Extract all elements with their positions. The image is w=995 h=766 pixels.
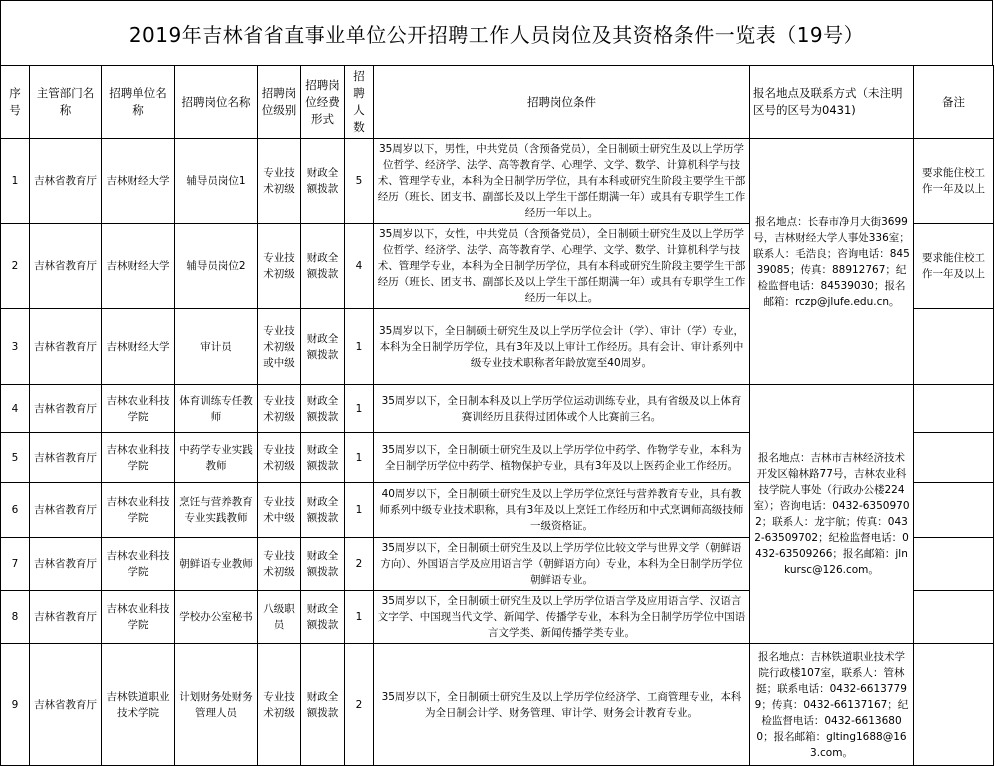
cell-count: 1 [345,309,374,385]
cell-dept: 吉林省教育厅 [30,385,102,433]
cell-cond: 35周岁以下，全日制硕士研究生及以上学历学位经济学、工商管理专业，本科为全日制会计学、财务管理、审计学、财务会计教育专业。 [374,644,750,766]
header-contact: 报名地点及联系方式（未注明区号的区号为0431) [750,66,914,139]
cell-unit: 吉林财经大学 [102,224,175,309]
header-count: 招聘人数 [345,66,374,139]
contact-nongke: 报名地点：吉林市吉林经济技术开发区翰林路77号，吉林农业科技学院人事处（行政办公楼224室）；咨询电话：0432-63509702；联系人：龙宇航；传真：0432-63509702；纪检监督电话：0432-63509266；报名邮箱：jlnkursc@126.com。 [750,385,914,644]
cell-fund: 财政全额拨款 [301,224,345,309]
cell-count: 1 [345,591,374,644]
cell-remark [914,309,994,385]
header-cond: 招聘岗位条件 [374,66,750,139]
cell-fund: 财政全额拨款 [301,483,345,538]
cell-cond: 35周岁以下，全日制硕士研究生及以上学历学位中药学、作物学专业，本科为全日制学历学位中药学、植物保护专业，具有3年及以上医药企业工作经历。 [374,433,750,483]
table-row [1,644,994,766]
cell-remark [914,591,994,644]
recruitment-table [0,65,994,766]
cell-post: 学校办公室秘书 [175,591,258,644]
cell-no: 7 [1,538,30,591]
cell-unit: 吉林农业科技学院 [102,538,175,591]
cell-level: 专业技术初级 [258,644,301,766]
cell-dept: 吉林省教育厅 [30,433,102,483]
cell-dept: 吉林省教育厅 [30,224,102,309]
cell-cond: 40周岁以下，全日制硕士研究生及以上学历学位烹饪与营养教育专业，具有教师系列中级专业技术职称，具有3年及以上烹饪工作经历和中式烹调师高级技师一级资格证。 [374,483,750,538]
cell-post: 烹饪与营养教育专业实践教师 [175,483,258,538]
cell-dept: 吉林省教育厅 [30,483,102,538]
cell-remark [914,483,994,538]
cell-level: 专业技术初级 [258,385,301,433]
cell-no: 5 [1,433,30,483]
cell-unit: 吉林财经大学 [102,309,175,385]
cell-count: 1 [345,483,374,538]
cell-unit: 吉林农业科技学院 [102,385,175,433]
table-row [1,139,994,224]
cell-cond: 35周岁以下，全日制本科及以上学历学位运动训练专业，具有省级及以上体育赛训经历且获得过团体或个人比赛前三名。 [374,385,750,433]
cell-cond: 35周岁以下，全日制硕士研究生及以上学历学位会计（学）、审计（学）专业，本科为全日制学历学位，具有3年及以上审计工作经历。具有会计、审计系列中级专业技术职称者年龄放宽至40周岁。 [374,309,750,385]
contact-caijing: 报名地点：长春市净月大街3699号，吉林财经大学人事处336室；联系人：毛浩良；咨询电话：84539085；传真：88912767；纪检监督电话：84539030；报名邮箱：rczp@jlufe.edu.cn。 [750,139,914,385]
cell-fund: 财政全额拨款 [301,591,345,644]
cell-post: 计划财务处财务管理人员 [175,644,258,766]
header-dept: 主管部门名称 [30,66,102,139]
cell-remark: 要求能住校工作一年及以上 [914,224,994,309]
cell-post: 体育训练专任教师 [175,385,258,433]
table-row [1,385,994,433]
cell-count: 1 [345,385,374,433]
cell-fund: 财政全额拨款 [301,538,345,591]
cell-post: 朝鲜语专业教师 [175,538,258,591]
cell-level: 专业技术初级 [258,433,301,483]
cell-count: 4 [345,224,374,309]
cell-dept: 吉林省教育厅 [30,644,102,766]
cell-unit: 吉林农业科技学院 [102,483,175,538]
page-title: 2019年吉林省省直事业单位公开招聘工作人员岗位及其资格条件一览表（19号） [0,0,993,66]
cell-post: 辅导员岗位1 [175,139,258,224]
cell-remark [914,385,994,433]
cell-level: 专业技术初级 [258,224,301,309]
cell-no: 2 [1,224,30,309]
cell-unit: 吉林财经大学 [102,139,175,224]
cell-remark [914,644,994,766]
cell-remark [914,433,994,483]
cell-no: 6 [1,483,30,538]
cell-count: 1 [345,433,374,483]
cell-remark: 要求能住校工作一年及以上 [914,139,994,224]
contact-tiedao: 报名地点：吉林铁道职业技术学院行政楼107室，联系人：管林挺；联系电话：0432-66137799；传真：0432-66137167；纪检监督电话：0432-66136800；报名邮箱：glting1688@163.com。 [750,644,914,766]
cell-fund: 财政全额拨款 [301,385,345,433]
cell-level: 八级职员 [258,591,301,644]
cell-cond: 35周岁以下，全日制硕士研究生及以上学历学位比较文学与世界文学（朝鲜语方向）、外国语言学及应用语言学（朝鲜语方向）专业，本科为全日制学历学位朝鲜语专业。 [374,538,750,591]
header-row [1,66,994,139]
cell-no: 1 [1,139,30,224]
cell-post: 辅导员岗位2 [175,224,258,309]
cell-fund: 财政全额拨款 [301,309,345,385]
cell-dept: 吉林省教育厅 [30,139,102,224]
cell-level: 专业技术初级 [258,538,301,591]
cell-level: 专业技术中级 [258,483,301,538]
cell-no: 9 [1,644,30,766]
cell-remark [914,538,994,591]
cell-no: 3 [1,309,30,385]
cell-fund: 财政全额拨款 [301,433,345,483]
cell-unit: 吉林农业科技学院 [102,433,175,483]
cell-dept: 吉林省教育厅 [30,538,102,591]
cell-level: 专业技术初级 [258,139,301,224]
header-level: 招聘岗位级别 [258,66,301,139]
cell-cond: 35周岁以下，女性，中共党员（含预备党员），全日制硕士研究生及以上学历学位哲学、经济学、法学、高等教育学、心理学、文学、数学、计算机科学与技术、管理学专业，本科为全日制学历学位，具有本科或研究生阶段主要学生干部经历（班长、团支书、副部长及以上学生干部任期满一年）或具有专职学生工作经历一年以上。 [374,224,750,309]
header-post: 招聘岗位名称 [175,66,258,139]
cell-no: 4 [1,385,30,433]
cell-cond: 35周岁以下，男性，中共党员（含预备党员），全日制硕士研究生及以上学历学位哲学、经济学、法学、高等教育学、心理学、文学、数学、计算机科学与技术、管理学专业，本科为全日制学历学位，具有本科或研究生阶段主要学生干部经历（班长、团支书、副部长及以上学生干部任期满一年）或具有专职学生工作经历一年以上。 [374,139,750,224]
cell-level: 专业技术初级或中级 [258,309,301,385]
header-fund: 招聘岗位经费形式 [301,66,345,139]
cell-count: 5 [345,139,374,224]
cell-post: 中药学专业实践教师 [175,433,258,483]
cell-unit: 吉林农业科技学院 [102,591,175,644]
cell-post: 审计员 [175,309,258,385]
header-unit: 招聘单位名称 [102,66,175,139]
cell-no: 8 [1,591,30,644]
cell-fund: 财政全额拨款 [301,644,345,766]
header-no: 序号 [1,66,30,139]
cell-fund: 财政全额拨款 [301,139,345,224]
cell-count: 2 [345,644,374,766]
cell-dept: 吉林省教育厅 [30,309,102,385]
cell-count: 2 [345,538,374,591]
header-remark: 备注 [914,66,994,139]
cell-unit: 吉林铁道职业技术学院 [102,644,175,766]
cell-cond: 35周岁以下，全日制硕士研究生及以上学历学位语言学及应用语言学、汉语言文字学、中国现当代文学、新闻学、传播学专业，本科为全日制学历学位中国语言文学类、新闻传播学类专业。 [374,591,750,644]
cell-dept: 吉林省教育厅 [30,591,102,644]
